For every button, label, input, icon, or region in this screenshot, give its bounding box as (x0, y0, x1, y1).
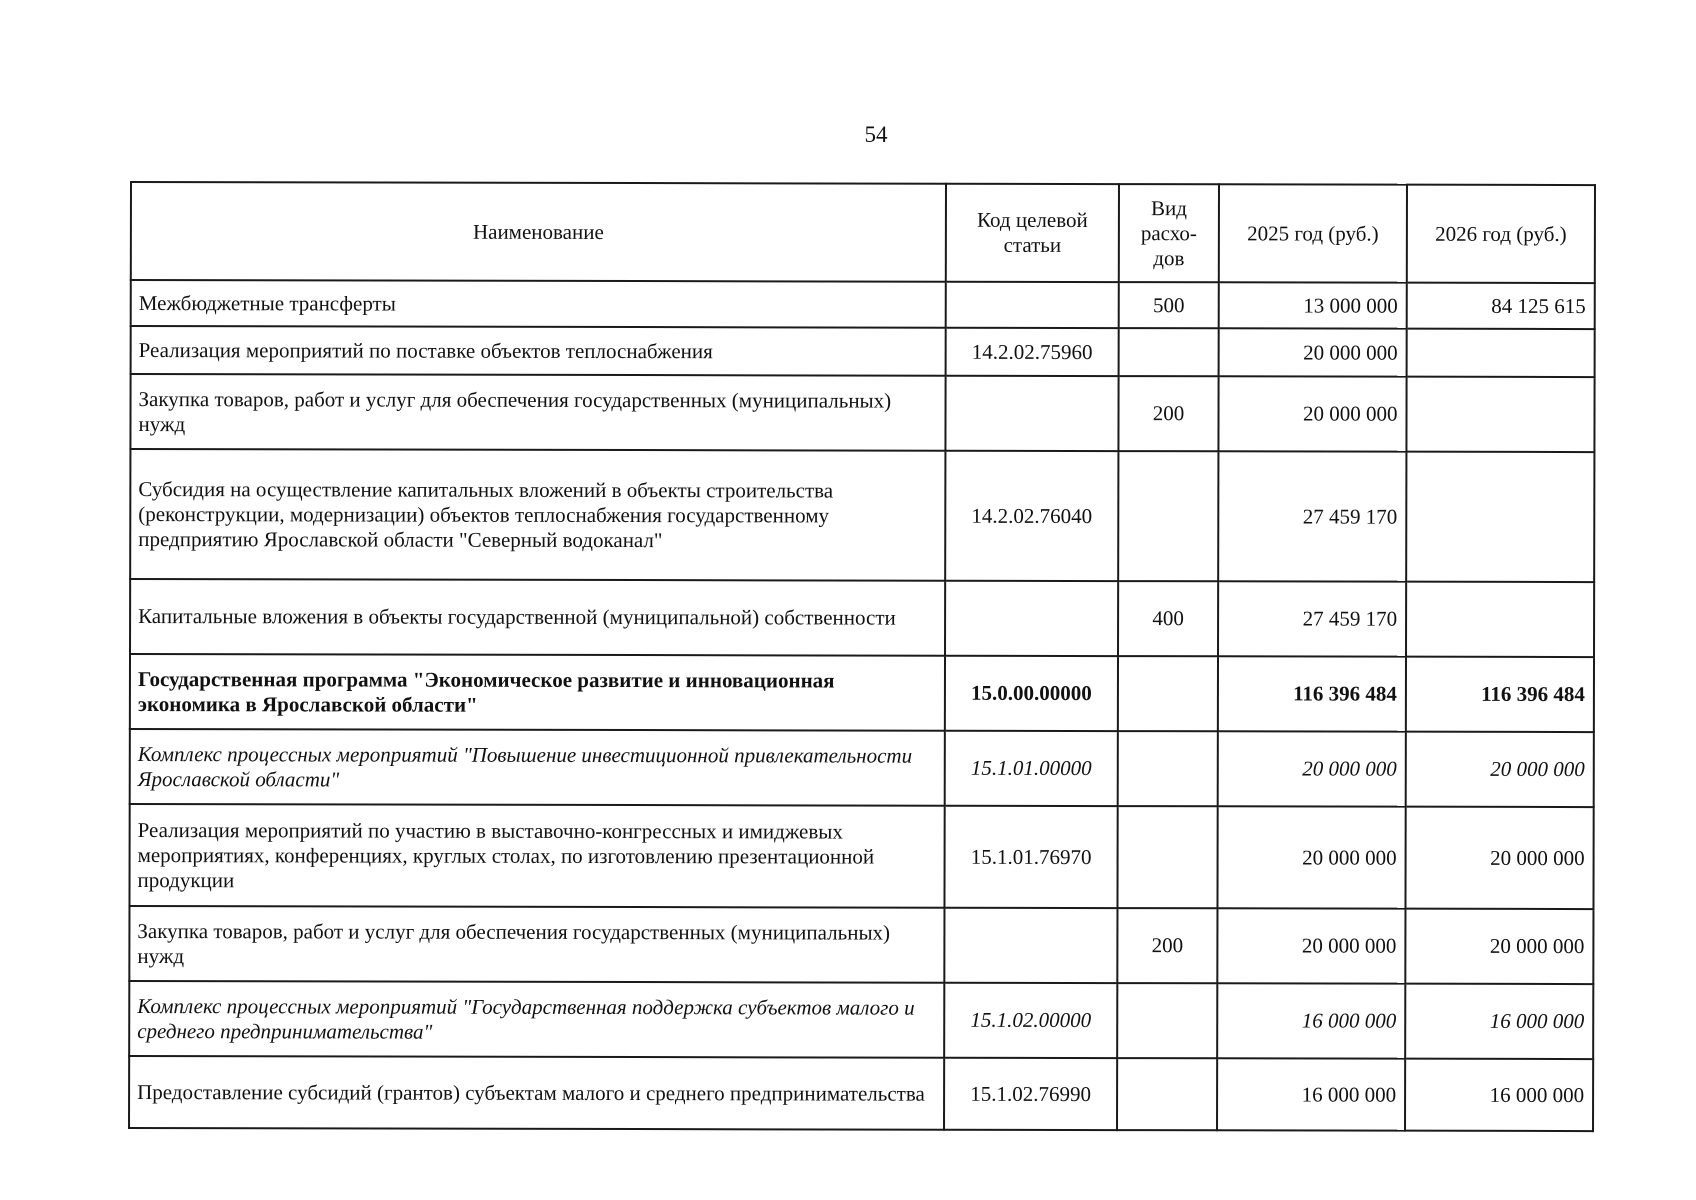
row-kind (1118, 731, 1218, 806)
table-row (131, 326, 1595, 377)
row-code (944, 908, 1117, 983)
row-name: Государственная программа "Экономическое развитие и инновационная экономика в Ярославской области" (130, 654, 945, 731)
row-amount-2025: 20 000 000 (1217, 806, 1405, 908)
row-amount-2025: 20 000 000 (1217, 908, 1405, 983)
row-code (945, 581, 1118, 656)
row-code: 15.1.02.76990 (944, 1058, 1117, 1130)
table-row (129, 1056, 1593, 1131)
row-name: Комплекс процессных мероприятий "Повышение инвестиционной привлекательности Ярославской области" (130, 729, 945, 806)
row-kind (1118, 451, 1218, 581)
row-name: Реализация мероприятий по участию в выставочно-конгрессных и имиджевых мероприятиях, конференциях, круглых столах, по изготовлению презентационной продукции (129, 804, 944, 908)
row-amount-2025: 116 396 484 (1218, 656, 1406, 731)
row-code: 14.2.02.76040 (945, 451, 1118, 581)
row-amount-2026: 84 125 615 (1407, 283, 1595, 329)
row-code (946, 282, 1119, 328)
table-row (130, 449, 1594, 582)
header-name: Наименование (131, 182, 946, 282)
row-amount-2025: 27 459 170 (1218, 581, 1406, 656)
header-kind: Вид расхо-дов (1119, 184, 1219, 282)
row-amount-2026 (1406, 377, 1594, 452)
row-amount-2026 (1406, 452, 1594, 582)
header-2025: 2025 год (руб.) (1219, 184, 1407, 282)
budget-table (128, 181, 1596, 1132)
row-code: 15.1.02.00000 (944, 983, 1117, 1058)
row-name: Комплекс процессных мероприятий "Государственная поддержка субъектов малого и среднего предпринимательства" (129, 981, 944, 1058)
table-row (129, 804, 1593, 909)
row-amount-2026: 16 000 000 (1405, 1059, 1593, 1131)
row-kind (1117, 806, 1217, 908)
row-amount-2025: 13 000 000 (1219, 282, 1407, 328)
row-amount-2026 (1407, 329, 1595, 377)
row-amount-2025: 20 000 000 (1219, 328, 1407, 376)
row-name: Субсидия на осуществление капитальных вложений в объекты строительства (реконструкции, модернизации) объектов теплоснабжения государственному предприятию Ярославской области "Северный водоканал" (130, 449, 945, 581)
table-row-complex (129, 981, 1593, 1059)
row-code: 15.1.01.00000 (945, 731, 1118, 806)
table-row-complex (130, 729, 1594, 807)
row-amount-2026: 20 000 000 (1406, 732, 1594, 807)
row-amount-2025: 20 000 000 (1218, 731, 1406, 806)
row-kind (1117, 983, 1217, 1058)
row-kind (1117, 1058, 1217, 1130)
row-amount-2025: 16 000 000 (1217, 1058, 1405, 1130)
header-code: Код целевой статьи (946, 184, 1119, 282)
row-name: Реализация мероприятий по поставке объектов теплоснабжения (131, 326, 946, 376)
row-amount-2025: 27 459 170 (1218, 451, 1406, 581)
row-name: Капитальные вложения в объекты государственной (муниципальной) собственности (130, 579, 945, 656)
row-kind: 400 (1118, 581, 1218, 656)
table-row (130, 579, 1594, 657)
row-name: Закупка товаров, работ и услуг для обеспечения государственных (муниципальных) нужд (129, 906, 944, 983)
page-number: 54 (864, 122, 888, 147)
table-row-program (130, 654, 1594, 732)
row-name: Межбюджетные трансферты (131, 280, 946, 328)
row-amount-2026: 116 396 484 (1406, 657, 1594, 732)
row-code (945, 376, 1118, 451)
table-header-row (131, 182, 1595, 283)
row-code: 15.0.00.00000 (945, 656, 1118, 731)
row-name: Предоставление субсидий (грантов) субъектам малого и среднего предпринимательства (129, 1056, 944, 1130)
table-row (130, 374, 1594, 452)
row-code: 15.1.01.76970 (944, 806, 1117, 908)
row-amount-2025: 16 000 000 (1217, 983, 1405, 1058)
header-2026: 2026 год (руб.) (1407, 185, 1595, 283)
row-kind: 200 (1117, 908, 1217, 983)
row-amount-2026: 20 000 000 (1405, 807, 1593, 909)
table-row (129, 906, 1593, 984)
row-kind (1118, 656, 1218, 731)
row-amount-2026: 16 000 000 (1405, 984, 1593, 1059)
row-code: 14.2.02.75960 (946, 328, 1119, 376)
row-kind (1119, 328, 1219, 376)
row-name: Закупка товаров, работ и услуг для обеспечения государственных (муниципальных) нужд (130, 374, 945, 451)
row-amount-2025: 20 000 000 (1218, 376, 1406, 451)
row-kind: 500 (1119, 282, 1219, 328)
row-amount-2026: 20 000 000 (1405, 909, 1593, 984)
row-amount-2026 (1406, 582, 1594, 657)
row-kind: 200 (1118, 376, 1218, 451)
table-row (131, 280, 1595, 329)
